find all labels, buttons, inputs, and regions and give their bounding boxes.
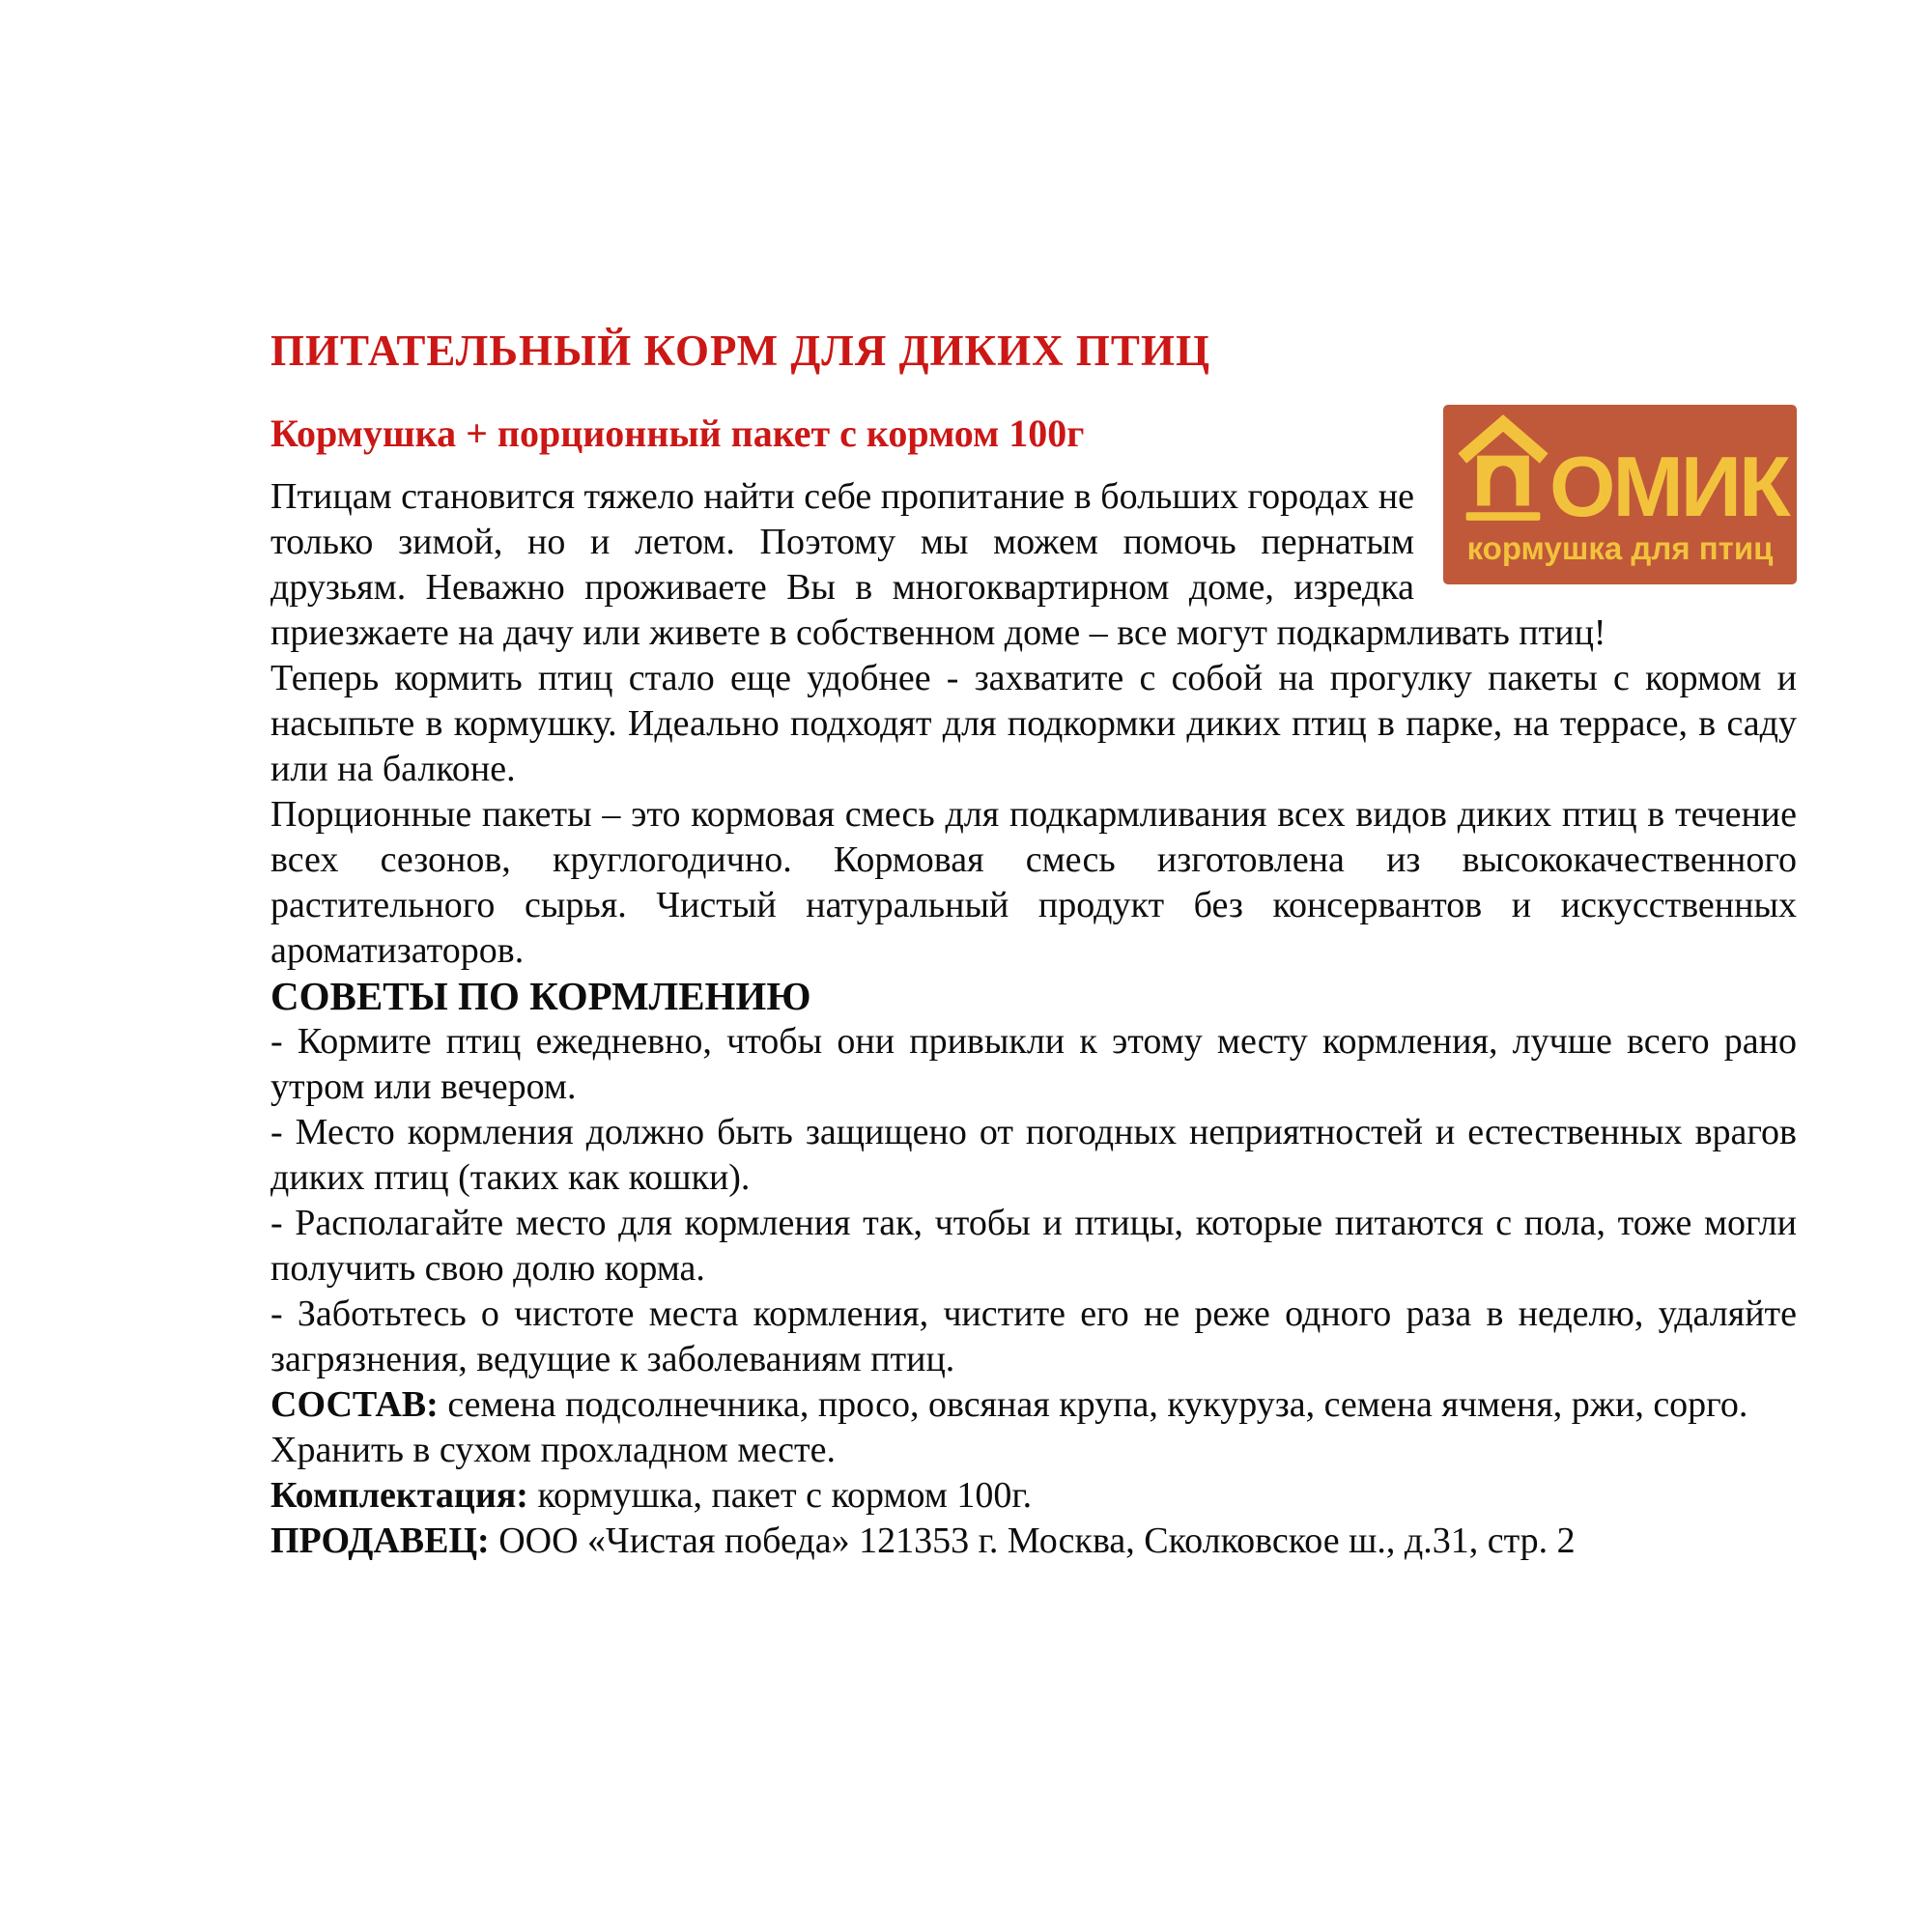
- storage-line: Хранить в сухом прохладном месте.: [270, 1430, 837, 1470]
- tip-item: - Располагайте место для кормления так, чтобы и птицы, которые питаются с пола, тоже могли получить свою долю корма.: [270, 1203, 1797, 1289]
- page-title: ПИТАТЕЛЬНЫЙ КОРМ ДЛЯ ДИКИХ ПТИЦ: [270, 327, 1210, 375]
- package-text: кормушка, пакет с кормом 100г.: [527, 1475, 1033, 1516]
- package-label: Комплектация:: [270, 1475, 528, 1516]
- seller-label: ПРОДАВЕЦ:: [270, 1520, 490, 1561]
- paragraph-portion-packs: Порционные пакеты – это кормовая смесь для подкармливания всех видов диких птиц в течение всех сезонов, круглогодично. Кормовая смесь изготовлена из высококачественного растительного сырья. Чистый натуральный продукт без консервантов и искусственных ароматизаторов.: [270, 794, 1797, 971]
- package-line: [270, 1473, 1797, 1519]
- tip-item: - Кормите птиц ежедневно, чтобы они привыкли к этому месту кормления, лучше всего рано утром или вечером.: [270, 1021, 1797, 1107]
- composition-line: [270, 1382, 1797, 1428]
- logo-brand-row: [1457, 414, 1788, 535]
- brand-logo: [1443, 405, 1797, 584]
- paragraph-intro: Птицам становится тяжело найти себе пропитание в больших городах не только зимой, но и летом. Поэтому мы можем помочь пернатым друзьям. Неважно проживаете Вы в многоквартирном доме, изредка приезжаете на дачу или живете в собственном доме – все могут подкармливать птиц!: [270, 476, 1606, 653]
- logo-brand-text: ОМИК: [1549, 439, 1788, 535]
- composition-text: семена подсолнечника, просо, овсяная крупа, кукуруза, семена ячменя, ржи, сорго.: [438, 1384, 1748, 1425]
- composition-label: СОСТАВ:: [270, 1384, 439, 1425]
- body-text: [270, 474, 1797, 1564]
- page-subtitle: Кормушка + порционный пакет с кормом 100г: [270, 412, 1085, 455]
- document-page: [270, 326, 1797, 1564]
- logo-tagline: кормушка для птиц: [1466, 530, 1774, 566]
- tips-heading: СОВЕТЫ ПО КОРМЛЕНИЮ: [270, 974, 811, 1018]
- seller-line: [270, 1519, 1797, 1564]
- paragraph-convenience: Теперь кормить птиц стало еще удобнее - захватите с собой на прогулку пакеты с кормом и насыпьте в кормушку. Идеально подходят для подкормки диких птиц в парке, на террасе, в саду или на балконе.: [270, 658, 1797, 789]
- tip-item: - Заботьтесь о чистоте места кормления, чистите его не реже одного раза в неделю, удаляйте загрязнения, ведущие к заболеваниям птиц.: [270, 1293, 1797, 1379]
- house-icon: [1457, 414, 1549, 526]
- tip-item: - Место кормления должно быть защищено от погодных неприятностей и естественных врагов диких птиц (таких как кошки).: [270, 1112, 1797, 1198]
- seller-text: ООО «Чистая победа» 121353 г. Москва, Сколковское ш., д.31, стр. 2: [489, 1520, 1576, 1561]
